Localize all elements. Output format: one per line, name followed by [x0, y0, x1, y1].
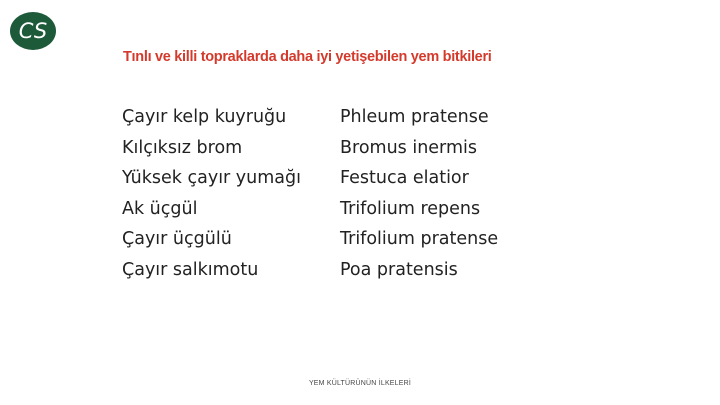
local-name-item: Çayır üçgülü	[122, 229, 232, 249]
latin-name-item: Phleum pratense	[340, 107, 489, 127]
local-name-item: Kılçıksız brom	[122, 137, 243, 158]
local-names-list	[122, 102, 301, 285]
latin-name-item: Trifolium repens	[340, 198, 481, 219]
latin-names-list	[340, 102, 498, 285]
local-name-item: Yüksek çayır yumağı	[122, 168, 301, 188]
slide-footer: YEM KÜLTÜRÜNÜN İLKELERİ	[308, 380, 412, 387]
latin-name-item: Festuca elatior	[340, 168, 469, 188]
local-name-item: Çayır salkımotu	[122, 259, 259, 280]
latin-name-item: Poa pratensis	[340, 259, 458, 280]
local-name-item: Çayır kelp kuyruğu	[122, 107, 287, 127]
slide-title: Tınlı ve killi topraklarda daha iyi yetişebilen yem bitkileri	[123, 49, 492, 65]
latin-name-item: Trifolium pratense	[340, 229, 499, 249]
cs-logo: CS	[10, 12, 56, 50]
latin-name-item: Bromus inermis	[340, 137, 477, 158]
local-name-item: Ak üçgül	[122, 198, 198, 219]
